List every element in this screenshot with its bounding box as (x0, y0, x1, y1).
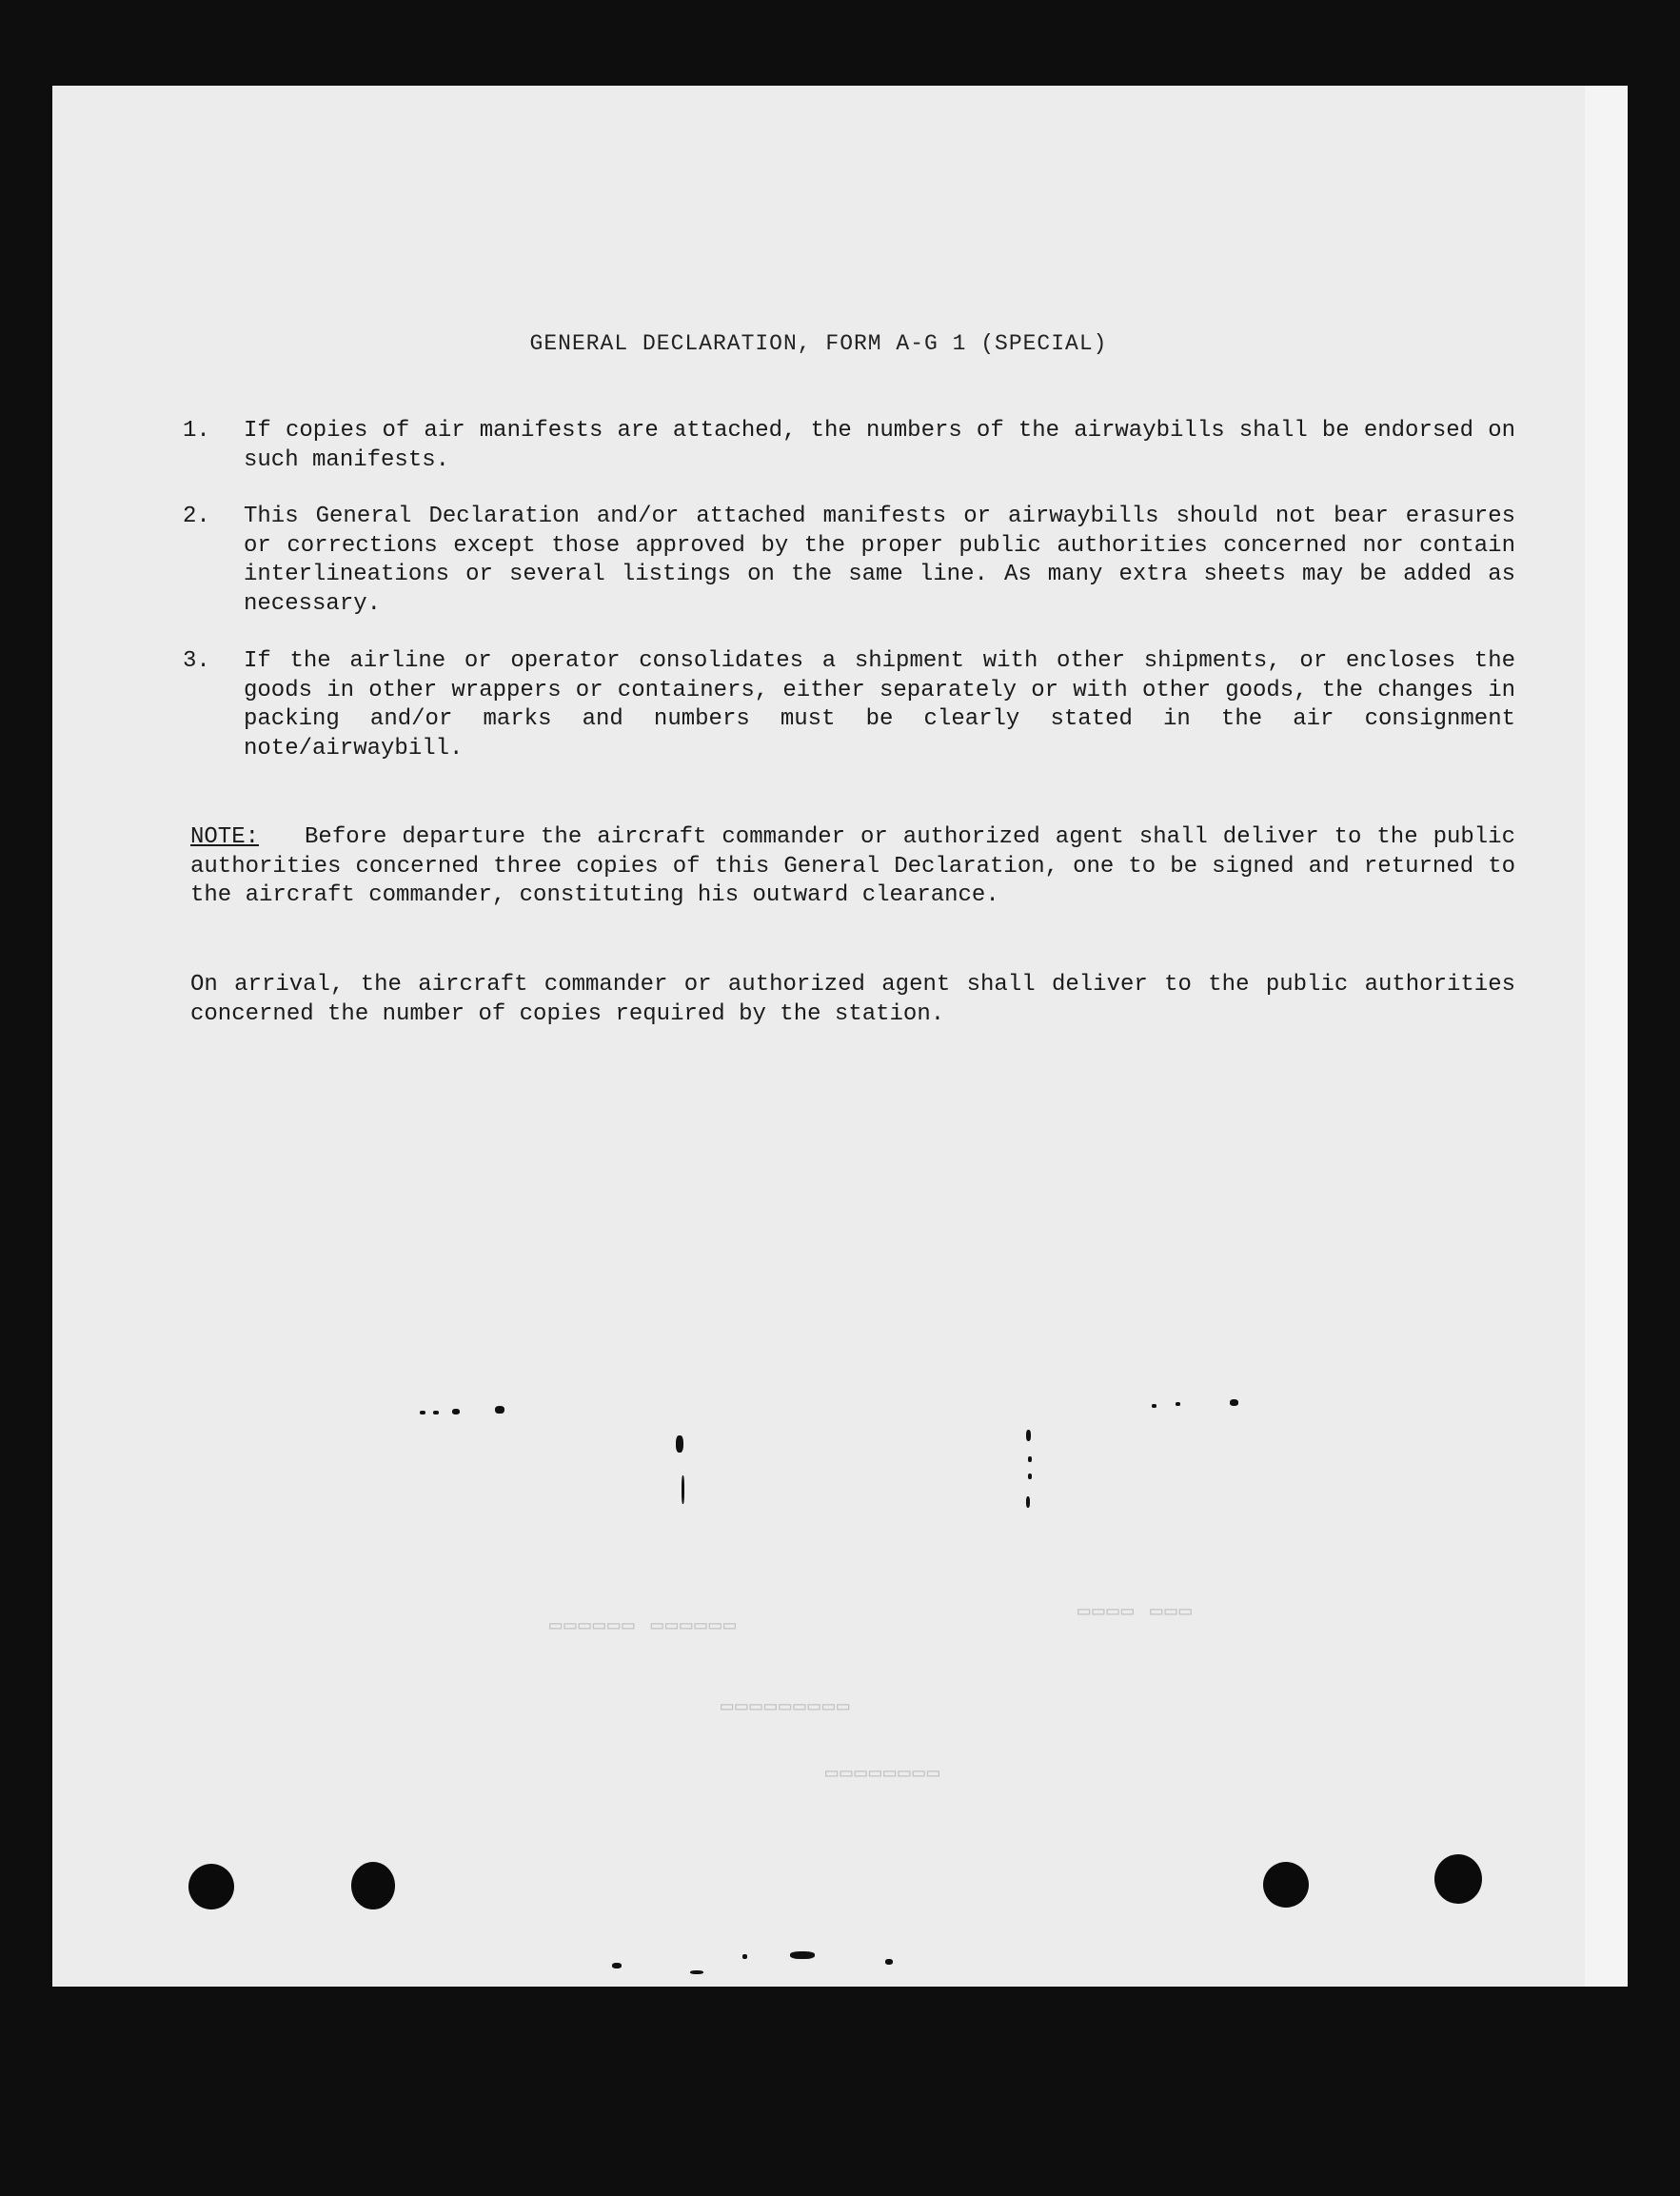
punch-hole (188, 1864, 234, 1909)
instruction-item-1 (183, 417, 1515, 475)
ink-speck (1230, 1399, 1238, 1406)
item-text: If copies of air manifests are attached, the numbers of the airwaybills shall be endorsed on such manifests. (244, 418, 1515, 473)
instruction-item-3 (183, 647, 1515, 763)
item-text: If the airline or operator consolidates a shipment with other shipments, or encloses the goods in other wrappers or containers, either separately or with other goods, the changes in packing and/or marks and numbers must be clearly stated in the air consignment note/airwaybill. (244, 648, 1515, 762)
ink-speck (495, 1406, 504, 1414)
instruction-item-2 (183, 503, 1515, 619)
ink-speck (452, 1409, 460, 1415)
note-label: NOTE: (190, 824, 260, 850)
ink-speck (420, 1411, 425, 1415)
ink-speck (1026, 1496, 1030, 1508)
item-text: This General Declaration and/or attached manifests or airwaybills should not bear erasures or corrections except those approved by the proper public authorities concerned nor contain interlineations or several listings on the same line. As many extra sheets may be added as necessary. (244, 504, 1515, 617)
ink-speck (1028, 1456, 1032, 1462)
punch-hole (1434, 1854, 1482, 1904)
item-number: 3. (183, 648, 210, 674)
punch-hole (1263, 1862, 1309, 1908)
punch-hole (351, 1862, 395, 1909)
bleed-through-marks: ▭▭▭▭▭▭▭▭ (823, 1762, 939, 1786)
bleed-through-marks: ▭▭▭ ▭▭▭▭ (1076, 1600, 1192, 1624)
ink-speck (676, 1435, 683, 1453)
ink-speck (682, 1475, 684, 1504)
ink-speck (1026, 1430, 1031, 1441)
ink-speck (690, 1970, 703, 1974)
ink-speck (1176, 1402, 1180, 1406)
ink-speck (1028, 1474, 1032, 1479)
item-number: 1. (183, 418, 210, 444)
note-text: Before departure the aircraft commander or authorized agent shall deliver to the public authorities concerned three copies of this General Declaration, one to be signed and returned to the aircraft commander, constituting his outward clearance. (190, 824, 1515, 908)
arrival-paragraph: On arrival, the aircraft commander or authorized agent shall deliver to the public authorities concerned the number of copies required by the station. (190, 972, 1515, 1027)
ink-speck (742, 1954, 747, 1959)
ink-speck (885, 1959, 893, 1965)
bleed-through-marks: ▭▭▭▭▭▭ ▭▭▭▭▭▭ (547, 1614, 737, 1638)
ink-speck (433, 1411, 439, 1415)
document-page (52, 86, 1585, 1987)
ink-speck (612, 1963, 622, 1968)
ink-speck (1152, 1404, 1156, 1408)
document-title: GENERAL DECLARATION, FORM A-G 1 (SPECIAL) (529, 331, 1108, 356)
ink-speck (790, 1951, 815, 1959)
bleed-through-marks: ▭▭▭▭▭▭▭▭▭ (719, 1695, 850, 1719)
note-paragraph (190, 823, 1515, 911)
item-number: 2. (183, 504, 210, 529)
